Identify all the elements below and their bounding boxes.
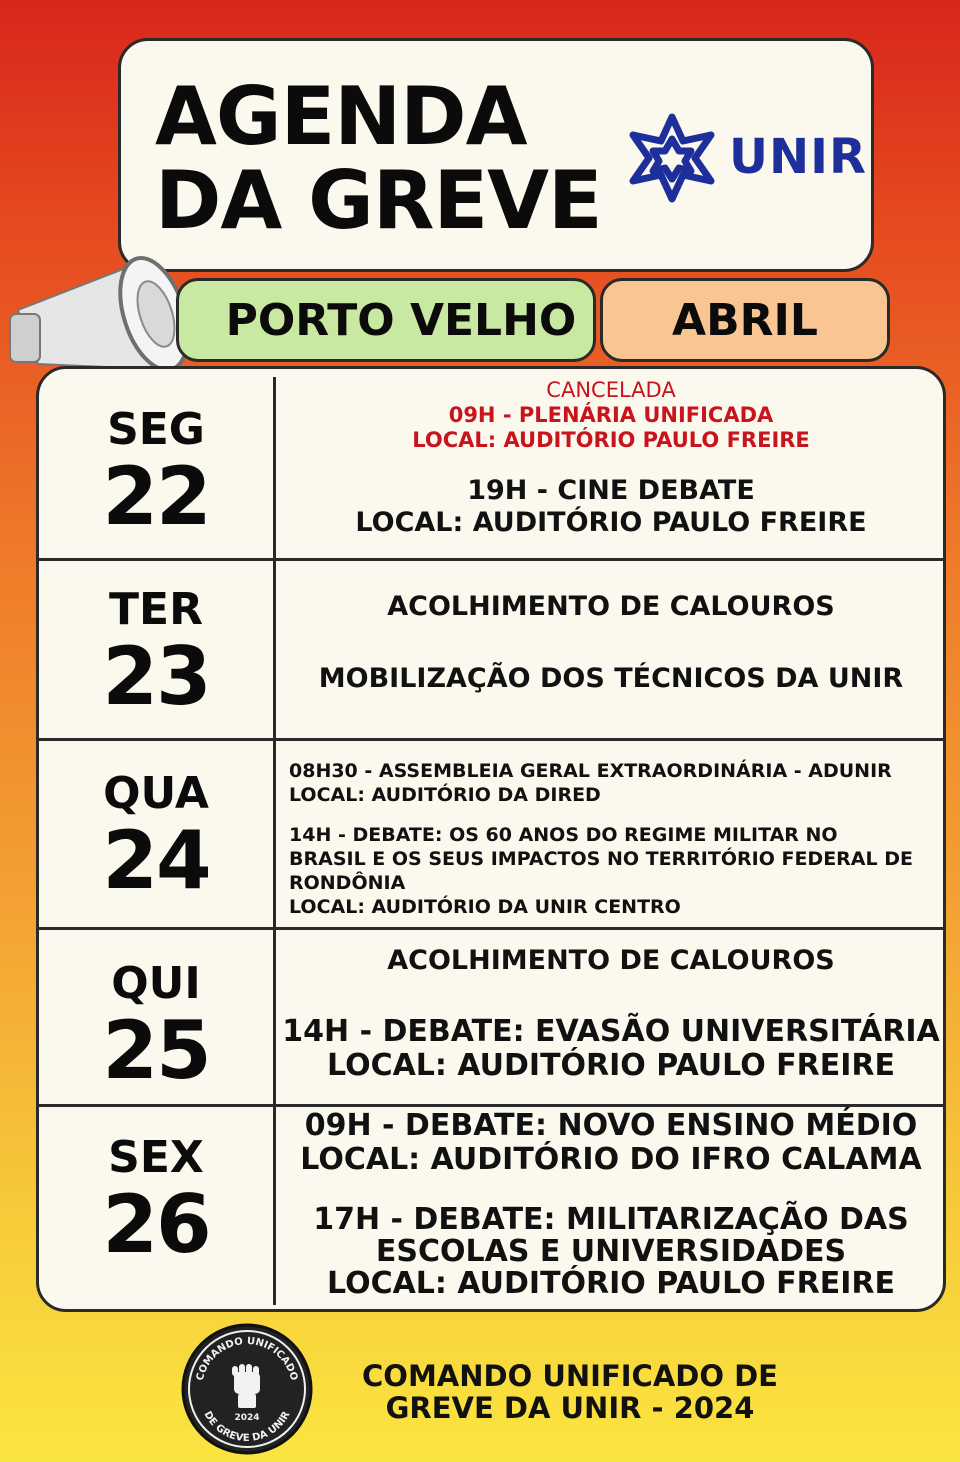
weekday-label: QUA xyxy=(103,768,209,819)
event-line: 19H - CINE DEBATE xyxy=(467,475,755,506)
event-location: LOCAL: AUDITÓRIO DO IFRO CALAMA xyxy=(300,1142,922,1177)
weekday-label: SEX xyxy=(108,1132,204,1183)
date-number: 22 xyxy=(102,450,210,543)
event-status: CANCELADA xyxy=(546,378,676,402)
row-divider xyxy=(39,927,943,930)
event-line: 14H - DEBATE: EVASÃO UNIVERSITÁRIA xyxy=(282,1014,940,1049)
event-line: ACOLHIMENTO DE CALOUROS xyxy=(387,591,835,622)
weekday-label: SEG xyxy=(107,404,205,455)
event-location: LOCAL: AUDITÓRIO DA DIRED xyxy=(289,784,601,806)
unir-logo-text: UNIR xyxy=(729,129,867,185)
event-line: 09H - PLENÁRIA UNIFICADA xyxy=(448,403,774,427)
seal-year: 2024 xyxy=(234,1413,260,1423)
event-location: LOCAL: AUDITÓRIO DA UNIR CENTRO xyxy=(289,896,681,918)
weekday-label: QUI xyxy=(111,958,201,1009)
date-number: 26 xyxy=(102,1178,210,1271)
page-title-line1: AGENDA xyxy=(155,70,527,163)
strike-command-seal xyxy=(180,1322,314,1456)
event-line: MOBILIZAÇÃO DOS TÉCNICOS DA UNIR xyxy=(318,663,904,694)
date-number: 24 xyxy=(102,814,210,907)
title-card xyxy=(118,38,874,272)
seal-top-text: COMANDO UNIFICADO xyxy=(194,1335,300,1382)
row-divider xyxy=(39,558,943,561)
event-line: 08H30 - ASSEMBLEIA GERAL EXTRAORDINÁRIA - ADUNIR xyxy=(289,760,892,782)
row-divider xyxy=(39,738,943,741)
day-sex xyxy=(39,1132,273,1271)
weekday-label: TER xyxy=(109,584,203,635)
event-location: LOCAL: AUDITÓRIO PAULO FREIRE xyxy=(327,1266,895,1301)
day-qua xyxy=(39,768,273,907)
date-number: 25 xyxy=(102,1004,210,1097)
month-label: ABRIL xyxy=(600,278,890,362)
event-line: 17H - DEBATE: MILITARIZAÇÃO DAS xyxy=(313,1202,909,1237)
event-line: 09H - DEBATE: NOVO ENSINO MÉDIO xyxy=(304,1108,918,1143)
page-title-line2: DA GREVE xyxy=(155,154,602,247)
day-qui xyxy=(39,958,273,1097)
event-line: ACOLHIMENTO DE CALOUROS xyxy=(387,945,835,976)
seal-bottom-text: DE GREVE DA UNIR xyxy=(201,1409,293,1445)
event-location: LOCAL: AUDITÓRIO PAULO FREIRE xyxy=(355,507,867,538)
city-label: PORTO VELHO xyxy=(176,278,596,362)
column-divider xyxy=(273,377,276,1305)
date-number: 23 xyxy=(102,630,210,723)
row-divider xyxy=(39,1104,943,1107)
event-location: LOCAL: AUDITÓRIO PAULO FREIRE xyxy=(412,428,810,452)
unir-logo xyxy=(619,113,867,203)
day-seg xyxy=(39,404,273,543)
event-line: ESCOLAS E UNIVERSIDADES xyxy=(375,1234,847,1269)
day-ter xyxy=(39,584,273,723)
event-location: LOCAL: AUDITÓRIO PAULO FREIRE xyxy=(327,1048,895,1083)
footer-signature xyxy=(360,1360,780,1424)
footer-line2: GREVE DA UNIR - 2024 xyxy=(385,1391,755,1425)
schedule-table xyxy=(36,366,946,1312)
footer-line1: COMANDO UNIFICADO DE xyxy=(362,1359,778,1393)
unir-star-icon xyxy=(619,113,725,203)
event-line: 14H - DEBATE: OS 60 ANOS DO REGIME MILITAR NO BRASIL E OS SEUS IMPACTOS NO TERRITÓRIO FEDERAL DE RONDÔNIA xyxy=(289,824,913,894)
